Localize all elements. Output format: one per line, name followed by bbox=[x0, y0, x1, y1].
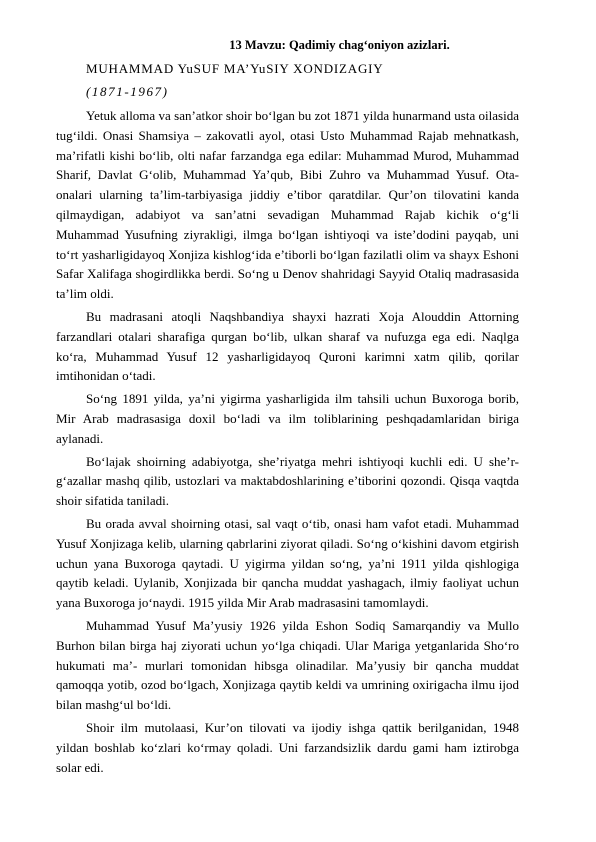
paragraph bbox=[56, 514, 519, 613]
paragraph bbox=[56, 616, 519, 715]
document-page bbox=[56, 36, 519, 777]
paragraph-text: Bo‘lajak shoirning adabiyotga, she’riyatga mehri ishtiyoqi kuchli edi. U she’r-g‘azallar mashq qilib, ustozlari va maktabdoshlarining e’tiborini qozondi. Qisqa vaqtda shoir sifatida taniladi. bbox=[56, 453, 519, 509]
paragraph-text: Bu madrasani atoqli Naqshbandiya shayxi hazrati Xoja Alouddin Attorning farzandlari otalari sharafiga qurgan bo‘lib, ulkan sharaf va nufuzga ega edi. Naqlga ko‘ra, Muhammad Yusuf 12 yasharligidayoq Quroni karimni xatm qilib, qorilar imtihonidan o‘tadi. bbox=[56, 308, 519, 384]
document-title: 13 Mavzu: Qadimiy chag‘oniyon azizlari. bbox=[229, 38, 450, 52]
paragraph-text: Yetuk alloma va san’atkor shoir bo‘lgan bu zot 1871 yilda hunarmand usta oilasida tug‘ildi. Onasi Shamsiya – zakovatli ayol, otasi Usto Muhammad Rajab mehnatkash, ma’rifatli kishi bo‘lib, olti nafar farzandga ega edilar: Muhammad Murod, Muhammad Sharif, Davlat G‘olib, Muhammad Ya’qub, Bibi Zuhro va Muhammad Yusuf. Ota-onalari ularning ta’lim-tarbiyasiga jiddiy e’tibor qaratdilar. Qur’on tilovatini kanda qilmaydigan, adabiyot va san’atni sevadigan Muhammad Rajab kichik o‘g‘li Muhammad Yusufning ziyrakligi, ilmga bo‘lgan ishtiyoqi va iste’dodini payqab, uni to‘rt yasharligidayoq Xonjiza kishlog‘ida e’tiborli bo‘lgan fazilatli olim va shayx Eshoni Safar Xalifaga shogirdlikka berdi. So‘ng u Denov shahridagi Sayyid Otaliq madrasasida ta’lim oldi. bbox=[56, 108, 519, 302]
subject-name: MUHAMMAD YuSUF MA’YuSIY XONDIZAGIY bbox=[86, 61, 384, 76]
paragraph-text: Shoir ilm mutolaasi, Kur’on tilovati va ijodiy ishga qattik berilganidan, 1948 yildan boshlab ko‘zlari ko‘rmay qoladi. Uni farzandsizlik dardu gami ham iztirobga solar edi. bbox=[56, 719, 519, 775]
paragraph bbox=[56, 307, 519, 386]
paragraph bbox=[56, 106, 519, 304]
subject-years: (1871-1967) bbox=[86, 84, 169, 99]
paragraph-text: Muhammad Yusuf Ma’yusiy 1926 yilda Eshon Sodiq Samarqandiy va Mullo Burhon bilan birga haj ziyorati uchun yo‘lga chiqadi. Ular Mariga yetganlarida Sho‘ro hukumati ma’- murlari tomonidan hibsga olinadilar. Ma’yusiy bir qancha muddat qamoqqa yotib, ozod bo‘lgach, Xonjizaga qaytib keldi va umrining oxirigacha ilmu ijod bilan mashg‘ul bo‘ldi. bbox=[56, 617, 519, 713]
paragraph-text: So‘ng 1891 yilda, ya’ni yigirma yasharligida ilm tahsili uchun Buxoroga borib, Mir Arab madrasasiga doxil bo‘ladi va ilm toliblarining peshqadamlaridan biriga aylanadi. bbox=[56, 391, 519, 446]
paragraph bbox=[56, 389, 519, 448]
paragraph bbox=[56, 718, 519, 777]
paragraph-text: Bu orada avval shoirning otasi, sal vaqt o‘tib, onasi ham vafot etadi. Muhammad Yusuf Xonjizaga kelib, ularning qabrlarini ziyorat qiladi. So‘ng o‘kishini davom etgirish uchun yana Buxoroga qaytadi. U yigirma yildan so‘ng, ya’ni 1911 yilda qishlogiga qaytib keladi. Uylanib, Xonjizada bir qancha muddat yashagach, ilmiy faoliyat uchun yana Buxoroga jo‘naydi. 1915 yilda Mir Arab madrasasini tamomlaydi. bbox=[56, 515, 519, 611]
paragraph bbox=[56, 452, 519, 511]
